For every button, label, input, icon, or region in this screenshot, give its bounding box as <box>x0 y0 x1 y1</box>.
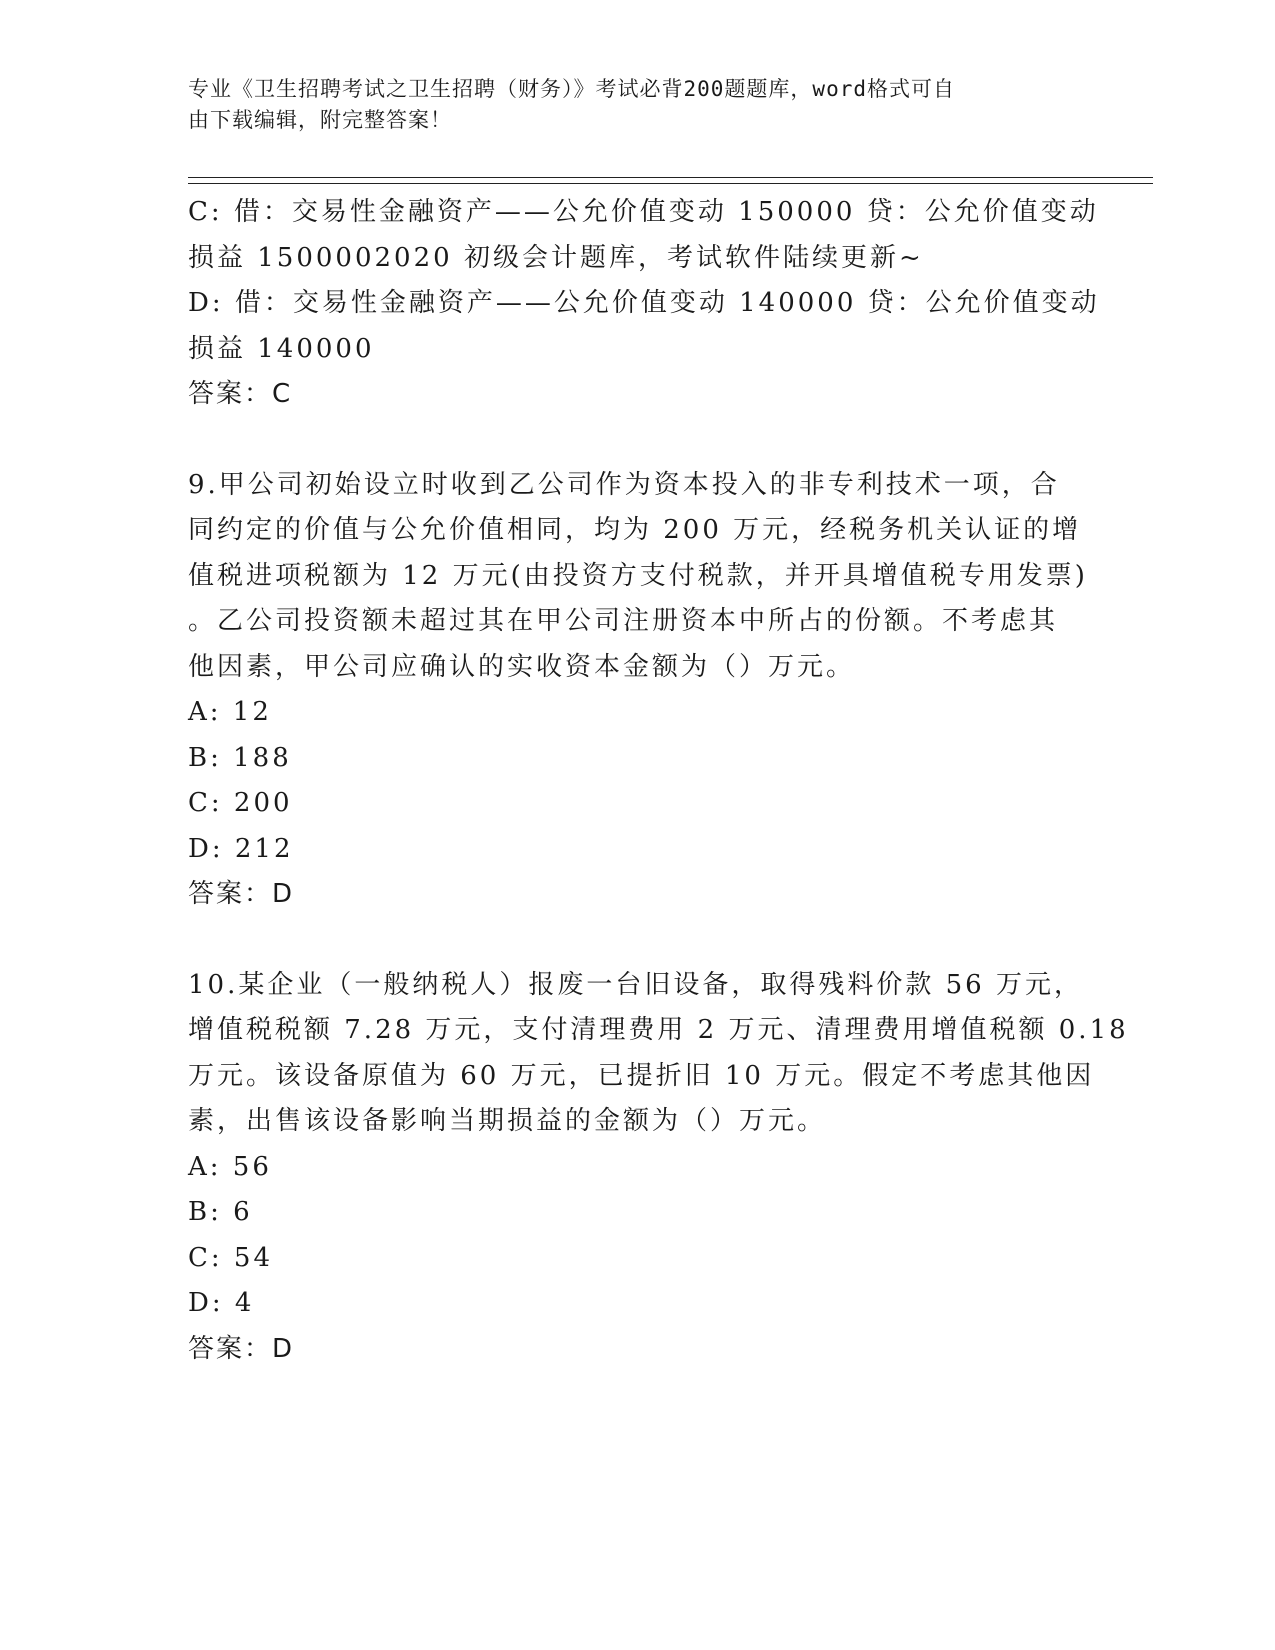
q9-stem-line-4: 。乙公司投资额未超过其在甲公司注册资本中所占的份额。不考虑其 <box>188 606 1059 636</box>
q10-option-a: A: 56 <box>188 1151 272 1182</box>
prev-option-c-line-1: C: 借：交易性金融资产——公允价值变动 150000 贷：公允价值变动 <box>188 197 1099 227</box>
q10-stem-line-1: 10.某企业（一般纳税人）报废一台旧设备，取得残料价款 56 万元， <box>188 969 1083 1000</box>
q9-stem-line-5: 他因素，甲公司应确认的实收资本金额为（）万元。 <box>188 651 856 682</box>
question-content <box>188 190 1129 1372</box>
header-line-2: 由下载编辑，附完整答案！ <box>188 108 452 132</box>
q9-option-a: A: 12 <box>188 697 272 727</box>
spacer <box>188 918 1093 963</box>
spacer <box>188 418 1093 463</box>
q10-stem-line-2: 增值税税额 7.28 万元，支付清理费用 2 万元、清理费用增值税额 0.18 <box>188 1015 1129 1045</box>
header-divider-top <box>188 177 1153 178</box>
prev-option-c-line-2: 损益 1500002020 初级会计题库，考试软件陆续更新~ <box>188 242 924 273</box>
q9-answer: 答案：D <box>188 879 295 909</box>
q10-stem-line-3: 万元。该设备原值为 60 万元，已提折旧 10 万元。假定不考虑其他因 <box>188 1060 1095 1091</box>
prev-option-d-line-2: 损益 140000 <box>188 333 375 364</box>
q9-stem-line-3: 值税进项税额为 12 万元(由投资方支付税款，并开具增值税专用发票) <box>188 560 1088 591</box>
prev-option-d-line-1: D: 借：交易性金融资产——公允价值变动 140000 贷：公允价值变动 <box>188 288 1100 318</box>
q9-option-d: D: 212 <box>188 833 294 864</box>
q10-option-d: D: 4 <box>188 1288 255 1318</box>
q10-stem-line-4: 素，出售该设备影响当期损益的金额为（）万元。 <box>188 1106 827 1136</box>
document-header <box>188 74 1088 136</box>
q9-option-b: B: 188 <box>188 742 292 773</box>
prev-answer: 答案：C <box>188 379 293 409</box>
q9-stem-line-1: 9.甲公司初始设立时收到乙公司作为资本投入的非专利技术一项，合 <box>188 469 1060 500</box>
q10-option-b: B: 6 <box>188 1197 253 1227</box>
q9-option-c: C: 200 <box>188 788 293 818</box>
q10-answer: 答案：D <box>188 1333 295 1364</box>
header-line-1: 专业《卫生招聘考试之卫生招聘（财务）》考试必背200题题库，word格式可自 <box>188 77 955 101</box>
header-divider-bottom <box>188 183 1153 184</box>
q10-option-c: C: 54 <box>188 1242 274 1273</box>
q9-stem-line-2: 同约定的价值与公允价值相同，均为 200 万元，经税务机关认证的增 <box>188 515 1082 545</box>
